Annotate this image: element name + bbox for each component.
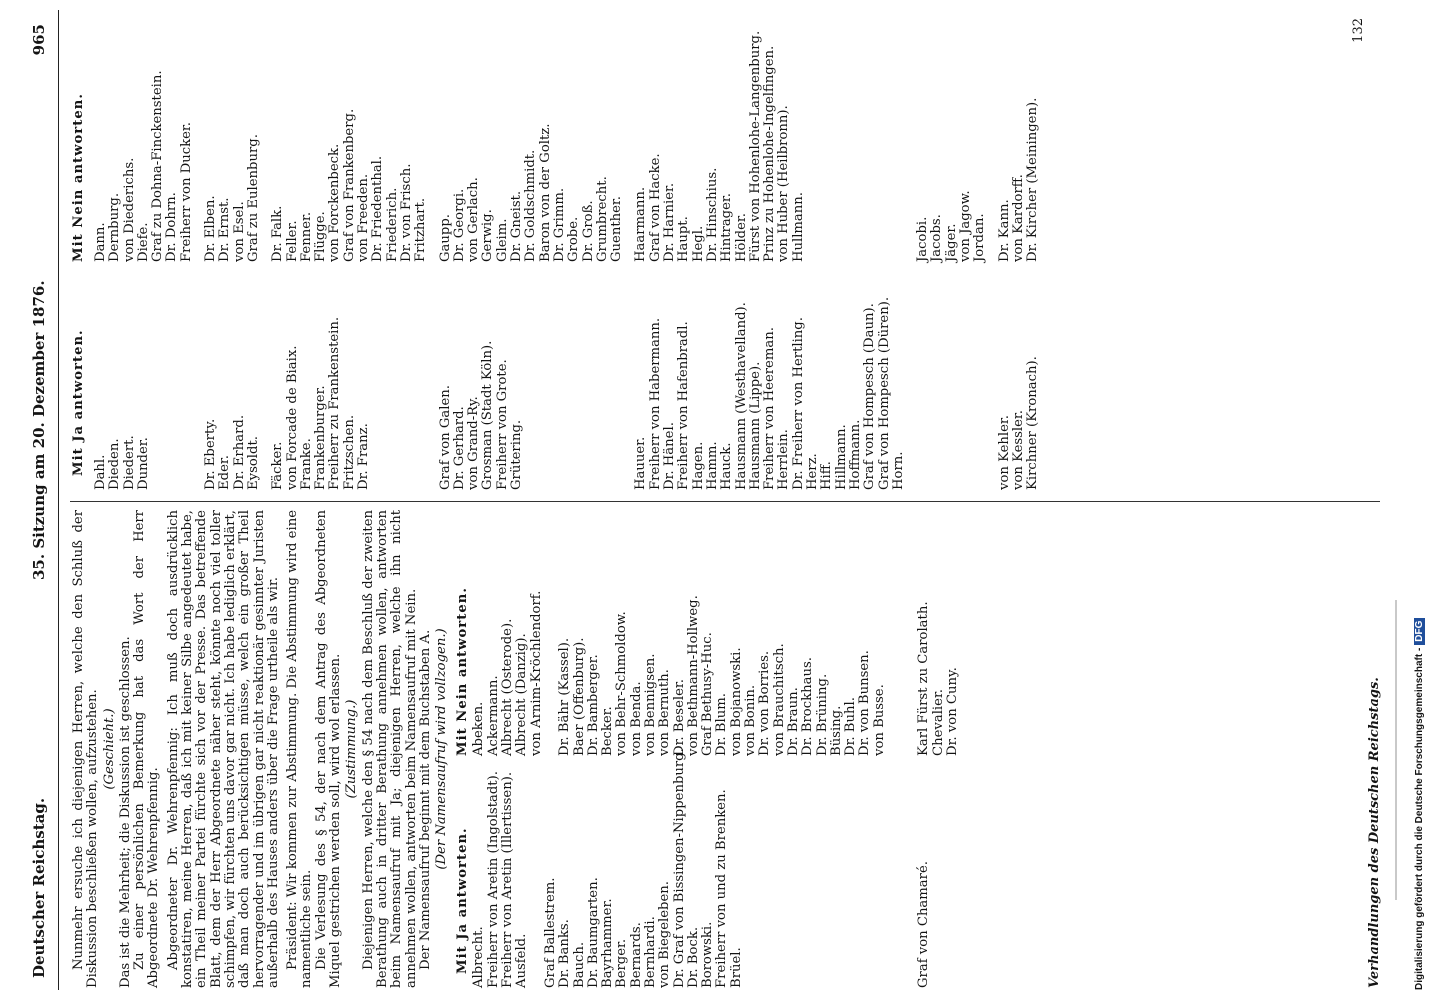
list-item: Bernards. [628, 922, 644, 988]
list-item: Hamm. [704, 441, 720, 490]
list-item: von Jagow. [958, 190, 974, 262]
list-item: Becker. [600, 706, 616, 756]
vote-table-left [472, 510, 917, 988]
list-item: Dr. Harnier. [662, 182, 678, 262]
yes-list [439, 341, 525, 490]
list-item: Dr. Baumgarten. [585, 877, 601, 988]
vote-group [998, 12, 1051, 490]
list-item: Hiff. [819, 461, 835, 490]
list-item: Hillmann. [833, 424, 849, 490]
sheet-number: 132 [1351, 18, 1366, 43]
list-item: Dr. Hinschius. [704, 167, 720, 262]
list-item: Dr. Brüning. [814, 673, 830, 756]
list-item: Diedert. [121, 435, 137, 490]
no-list [998, 98, 1041, 262]
paragraph: Die Verlesung des § 54, der nach dem Antrag des Abgeordneten Miquel gestrichen werden soll, wird wol erlassen. [313, 510, 344, 988]
list-item: Freiherr zu Frankenstein. [327, 316, 343, 490]
speech-paragraph: Abgeordneter Dr. Wehrenpfennig: Ich muß doch ausdrücklich konstatiren, meine Herren, daß ich mit keiner Silbe angedeutet habe, ein Theil meiner Partei fürchte sich vor der Presse. Das betreffende Blatt, dem der Herr Abgeordnete näher steht, könnte noch viel toller schimpfen, wir fürchten uns davor gar nicht. Ich habe lediglich erklärt, daß man doch auch berücksichtigen müsse, welch ein großer Theil hervorragender und im übrigen gar nicht reaktionär gesinnter Juristen außerhalb des Hauses anders über die Frage urtheile als wir. [165, 510, 281, 988]
list-item: Graf Ballestrem. [542, 877, 558, 988]
list-item: Freiherr von Hafenbradl. [676, 321, 692, 490]
list-item: Freiherr von und zu Brenken. [714, 789, 730, 988]
list-item: Feller. [284, 220, 300, 262]
list-item: Borowski. [700, 921, 716, 988]
digitization-credit [1396, 0, 1432, 1000]
list-item: Haupt. [676, 216, 692, 262]
list-item: Graf zu Dohna-Finckenstein. [150, 70, 166, 262]
list-item: Graf von Frankenberg. [341, 108, 357, 262]
no-list [634, 31, 806, 262]
credit-text [1414, 618, 1425, 990]
list-item: Dr. von Frisch. [398, 163, 414, 262]
list-item: Fenner. [298, 211, 314, 262]
stage-direction: (Geschieht.) [101, 708, 117, 790]
list-item: Fritzhart. [413, 197, 429, 262]
list-item: von Busse. [871, 684, 887, 756]
list-item: Dr. Bock. [685, 926, 701, 988]
no-header: Mit Nein antworten. [455, 587, 471, 756]
list-item: von Bonin. [743, 684, 759, 756]
list-item: Dr. Grimm. [551, 187, 567, 262]
list-item: Eysoldt. [245, 436, 261, 490]
list-item: von Esel. [231, 201, 247, 262]
no-list [94, 70, 194, 262]
list-item: Jacobs. [929, 214, 945, 262]
list-item: Dieden. [107, 438, 123, 490]
list-item: Graf von Galen. [437, 385, 453, 490]
vote-groups [94, 12, 1051, 490]
list-item: Fürst von Hohenlohe-Langenburg. [747, 30, 763, 262]
list-item: von Bojanowski. [728, 647, 744, 756]
list-item: Hausmann (Lippe). [747, 361, 763, 490]
list-item: Dr. Hänel. [662, 422, 678, 490]
list-item: Graf Bethusy-Huc. [700, 632, 716, 756]
list-item: Chevalier. [930, 689, 946, 756]
list-item: Büsing. [828, 705, 844, 756]
list-item: Flügge. [313, 211, 329, 262]
list-item: Haarmann. [633, 186, 649, 262]
yes-header: Mit Ja antworten. [455, 827, 471, 974]
list-item: von Freeden. [356, 173, 372, 262]
list-item: Graf von Chamaré. [916, 861, 932, 988]
footer-label: Verhandlungen des Deutschen Reichstags. [1367, 677, 1382, 988]
list-item: von Kessler. [1010, 410, 1026, 490]
paragraph: Der Namensaufruf beginnt mit dem Buchstaben A. [417, 629, 433, 970]
list-item: Freiherr von Heereman. [762, 327, 778, 490]
list-item: von Forckenbeck. [327, 143, 343, 262]
yes-list [634, 297, 906, 490]
stage-direction: (Zustimmung.) [344, 699, 360, 799]
header-session-title: 35. Sitzung am 20. Dezember 1876. [30, 280, 48, 580]
header-page-number: 965 [30, 24, 48, 56]
list-item: Dr. Freiherr von Hertling. [790, 317, 806, 490]
list-item: Dr. Falk. [270, 205, 286, 262]
list-item: Hagen. [690, 441, 706, 490]
no-list [271, 109, 428, 262]
list-item [530, 768, 544, 988]
list-item: von Biegeleben. [657, 881, 673, 988]
list-item: Brüel. [728, 947, 744, 988]
yes-list [204, 415, 261, 490]
list-item: Abeken. [471, 701, 487, 756]
vote-group [634, 12, 916, 490]
list-item: Grütering. [509, 419, 525, 490]
list-item: Jordan. [972, 213, 988, 262]
list-item: Bernhardi. [642, 916, 658, 988]
list-item: Dr. Buhl. [843, 697, 859, 756]
list-item: Freiherr von Ducker. [178, 122, 194, 262]
list-item: Albrecht. [471, 926, 487, 988]
list-item: Dr. von Borries. [757, 650, 773, 756]
vote-header-row [456, 510, 472, 988]
list-item: Herrlein. [776, 429, 792, 490]
page-header [16, 10, 59, 990]
list-item: Dr. Graf von Bissingen-Nippenburg. [671, 748, 687, 988]
list-item: Bayrhammer. [600, 898, 616, 988]
list-item: von Kehler. [996, 415, 1012, 490]
list-item: Dernburg. [107, 192, 123, 262]
list-item: Dr. Bamberger. [585, 654, 601, 756]
list-item: von Bernuth. [657, 669, 673, 756]
list-item: Herz. [805, 453, 821, 490]
right-column [72, 12, 1051, 490]
list-item: Dr. Beseler. [671, 679, 687, 756]
paragraph: Zu einer persönlichen Bemerkung hat das Wort der Herr Abgeordnete Dr. Wehrenpfennig. [132, 510, 162, 988]
list-item: Ackermann. [485, 675, 501, 756]
list-item: Gerwig. [480, 209, 496, 262]
list-item: Friederich. [384, 187, 400, 262]
yes-list [998, 356, 1041, 490]
list-item: Dr. Ernst. [217, 197, 233, 262]
list-item: Hegl. [690, 225, 706, 262]
list-item: Hullmann. [790, 192, 806, 262]
list-item [544, 516, 558, 756]
list-item: Fäcker. [270, 441, 286, 490]
no-list [204, 134, 261, 262]
no-header: Mit Nein antworten. [71, 93, 86, 262]
dfg-badge: DFG [1414, 618, 1425, 645]
list-item: von Benda. [628, 681, 644, 756]
list-item: Jäger. [943, 223, 959, 262]
list-item: von Gerlach. [466, 177, 482, 262]
list-item: Albrecht (Danzig). [514, 633, 530, 756]
no-list [916, 190, 987, 262]
vote-tail-row [917, 510, 965, 988]
list-item: Dr. Elben. [203, 195, 219, 262]
list-item: Dr. Groß. [580, 200, 596, 262]
list-item: Bauch. [571, 941, 587, 988]
list-item: Dr. Bähr (Kassel). [557, 637, 573, 756]
vote-group [204, 12, 271, 490]
list-item: Grosman (Stadt Köln). [480, 340, 496, 490]
list-item: Hölder. [733, 213, 749, 262]
list-item: Dr. Braun. [785, 687, 801, 756]
list-item: Dr. Kann. [996, 199, 1012, 262]
list-item: Baron von der Goltz. [537, 123, 553, 262]
list-item: Freiherr von Habermann. [647, 317, 663, 490]
list-item: Gaupp. [437, 214, 453, 262]
yes-header: Mit Ja antworten. [71, 329, 86, 476]
list-item: Dr. Eberty. [203, 418, 219, 490]
list-item: Hausmann (Westhavelland). [733, 302, 749, 490]
left-column [72, 510, 965, 988]
list-item: Dr. Blum. [714, 693, 730, 756]
list-item: von Bennigsen. [642, 653, 658, 756]
stage-direction: (Der Namensaufruf wird vollzogen.) [434, 628, 450, 870]
vote-header-row [72, 12, 94, 490]
no-list [917, 601, 960, 756]
list-item: Kirchner (Kronach). [1025, 356, 1041, 490]
no-list [472, 516, 887, 756]
list-item: Hintrager. [719, 193, 735, 262]
list-item: Freiherr von Aretin (Ingolstadt). [485, 771, 501, 988]
list-item: Franke. [298, 438, 314, 490]
list-item: Freiherr von Grote. [494, 359, 510, 490]
list-item: von Behr-Schmoldow. [614, 611, 630, 756]
list-item: Eder. [217, 455, 233, 490]
no-list [439, 124, 625, 262]
list-item: Hoffmann. [847, 419, 863, 490]
list-item: Berger. [614, 938, 630, 988]
list-item: von Arnim-Kröchlendorf. [528, 590, 544, 756]
list-item: von Brauchitsch. [771, 643, 787, 756]
list-item: Karl Fürst zu Carolath. [916, 601, 932, 756]
list-item: Dr. Erhard. [231, 414, 247, 490]
list-item: Dr. Gerhard. [451, 406, 467, 490]
list-item: Grumbrecht. [594, 176, 610, 262]
list-item: Dr. Banks. [557, 919, 573, 988]
list-item: von Huber (Heilbronn). [776, 105, 792, 262]
list-item: Graf von Hompesch (Daun). [862, 303, 878, 490]
list-item: Dr. von Cuny. [945, 667, 961, 756]
list-item: Dr. Brockhaus. [800, 657, 816, 756]
list-item: Hauck. [719, 442, 735, 490]
list-item: von Grand-Ry. [466, 396, 482, 490]
column-divider [70, 501, 1380, 502]
list-item: Grobe. [566, 216, 582, 262]
list-item: Dr. Georgi. [451, 188, 467, 262]
list-item: Dann. [93, 222, 108, 262]
list-item: Dr. Franz. [356, 423, 372, 490]
paragraph: Nunmehr ersuche ich diejenigen Herren, welche den Schluß der Diskussion beschließen wollen, aufzustehen. [71, 510, 101, 988]
yes-list [471, 748, 744, 988]
list-item: Dr. Goldschmidt. [523, 149, 539, 262]
credit-label: Digitalisierung gefördert durch die Deutsche Forschungsgemeinschaft - [1414, 647, 1425, 990]
header-left-title: Deutscher Reichstag. [30, 797, 48, 978]
list-item: von Forcade de Biaix. [284, 345, 300, 490]
list-item: Albrecht (Osterode). [500, 618, 516, 756]
paragraph: Diejenigen Herren, welche den § 54 nach dem Beschluß der zweiten Berathung auch in dritter Berathung annehmen wollen, antworten beim Namensaufruf mit Ja; diejenigen Herren, welche ihn nicht annehmen wollen, antworten beim Namensaufruf mit Nein. [360, 510, 419, 988]
list-item: Gleim. [494, 218, 510, 262]
list-item: Jacobi. [915, 216, 931, 262]
list-item: von Diederichs. [121, 157, 137, 262]
list-item: Freiherr von Aretin (Illertissen). [500, 771, 516, 988]
vote-group [916, 12, 998, 490]
list-item: Dahl. [93, 454, 108, 490]
yes-list [94, 435, 151, 490]
list-item: Dr. Gneist. [509, 190, 525, 262]
list-item: Dr. Friedenthal. [370, 155, 386, 262]
list-item: Ausfeld. [514, 933, 530, 988]
vote-group [439, 12, 635, 490]
list-item: von Kardorff. [1010, 174, 1026, 262]
list-item: Frankenburger. [313, 385, 329, 490]
list-item: Dunder. [135, 437, 151, 490]
list-item: Dr. Kircher (Meiningen). [1025, 97, 1041, 262]
list-item: Graf von Hacke. [647, 153, 663, 262]
list-item: Guenther. [609, 196, 625, 262]
list-item: Prinz zu Hohenlohe-Ingelfingen. [762, 45, 778, 262]
president-paragraph: Präsident: Wir kommen zur Abstimmung. Die Abstimmung wird eine namentliche sein. [285, 510, 315, 988]
list-item: von Bethmann-Hollweg. [685, 595, 701, 756]
list-item: Baer (Offenburg). [571, 637, 587, 756]
yes-list [271, 317, 371, 490]
paragraph: Das ist die Mehrheit; die Diskussion ist geschlossen. [117, 636, 133, 988]
list-item: Graf von Hompesch (Düren). [876, 296, 892, 490]
list-item: Horn. [890, 451, 906, 490]
vote-group [271, 12, 438, 490]
list-item: Fritzschen. [341, 414, 357, 490]
list-item: Dr. von Bunsen. [857, 650, 873, 756]
list-item: Hauuer. [633, 436, 649, 490]
list-item: Dr. Dohrn. [164, 192, 180, 262]
list-item: Diefe. [135, 222, 151, 262]
vote-group [94, 12, 204, 490]
list-item: Graf zu Eulenburg. [245, 134, 261, 262]
